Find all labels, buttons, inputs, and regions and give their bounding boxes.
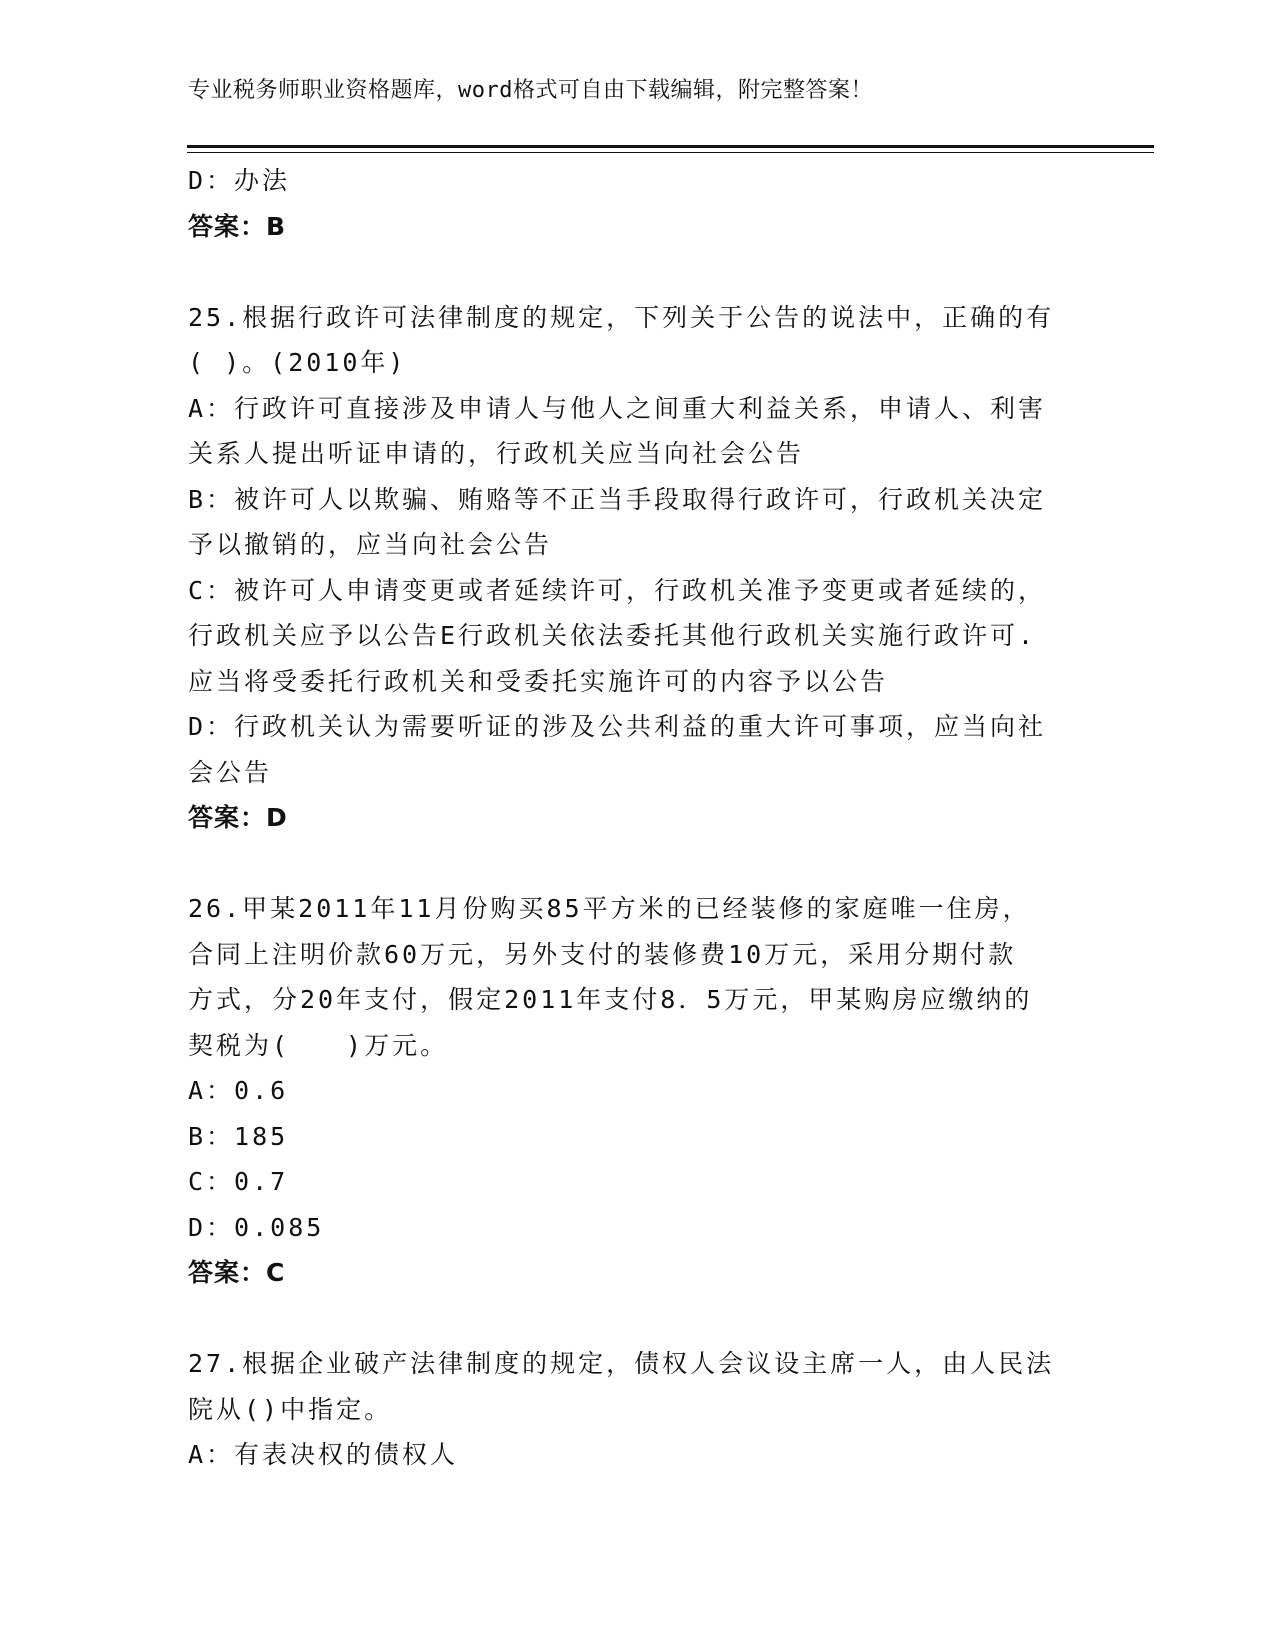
text-line: 予以撤销的，应当向社会公告 <box>188 530 553 559</box>
text-line: D：办法 <box>188 166 291 195</box>
text-line: A：有表决权的债权人 <box>188 1440 459 1469</box>
text-line: 合同上注明价款60万元，另外支付的装修费10万元，采用分期付款 <box>188 939 1017 969</box>
text-line: 25.根据行政许可法律制度的规定，下列关于公告的说法中，正确的有 <box>188 302 1055 332</box>
text-line: 27.根据企业破产法律制度的规定，债权人会议设主席一人，由人民法 <box>188 1349 1055 1378</box>
answer-line: 答案：B <box>188 211 287 241</box>
text-line: C：0.7 <box>188 1167 289 1196</box>
text-line: 26.甲某2011年11月份购买85平方米的已经装修的家庭唯一住房， <box>188 894 1031 923</box>
text-line: 契税为( )万元。 <box>188 1030 449 1060</box>
text-line: 院从()中指定。 <box>188 1394 393 1424</box>
text-line: B：被许可人以欺骗、贿赂等不正当手段取得行政许可，行政机关决定 <box>188 484 1047 514</box>
header-divider-thin <box>187 152 1154 153</box>
text-line: A：0.6 <box>188 1076 289 1105</box>
text-line: 关系人提出听证申请的，行政机关应当向社会公告 <box>188 439 805 468</box>
header-divider <box>187 145 1154 148</box>
text-line: 行政机关应予以公告E行政机关依法委托其他行政机关实施行政许可. <box>188 621 1037 650</box>
answer-line: 答案：D <box>188 803 288 832</box>
blank-spacer <box>188 249 1088 295</box>
text-line: ( )。(2010年) <box>188 348 407 377</box>
text-line: 方式，分20年支付，假定2011年支付8．5万元，甲某购房应缴纳的 <box>188 985 1033 1014</box>
blank-spacer <box>188 841 1088 887</box>
text-line: D：0.085 <box>188 1212 325 1242</box>
text-line: A：行政许可直接涉及申请人与他人之间重大利益关系，申请人、利害 <box>188 393 1047 423</box>
page-header: 专业税务师职业资格题库，word格式可自由下载编辑，附完整答案！ <box>188 78 873 103</box>
answer-line: 答案：C <box>188 1258 286 1287</box>
text-line: 应当将受委托行政机关和受委托实施许可的内容予以公告 <box>188 666 889 696</box>
text-line: B：185 <box>188 1121 289 1151</box>
question-content <box>188 158 1088 1478</box>
blank-spacer <box>188 1296 1088 1342</box>
text-line: D：行政机关认为需要听证的涉及公共利益的重大许可事项，应当向社 <box>188 712 1047 741</box>
text-line: 会公告 <box>188 757 273 787</box>
text-line: C：被许可人申请变更或者延续许可，行政机关准予变更或者延续的， <box>188 575 1047 605</box>
